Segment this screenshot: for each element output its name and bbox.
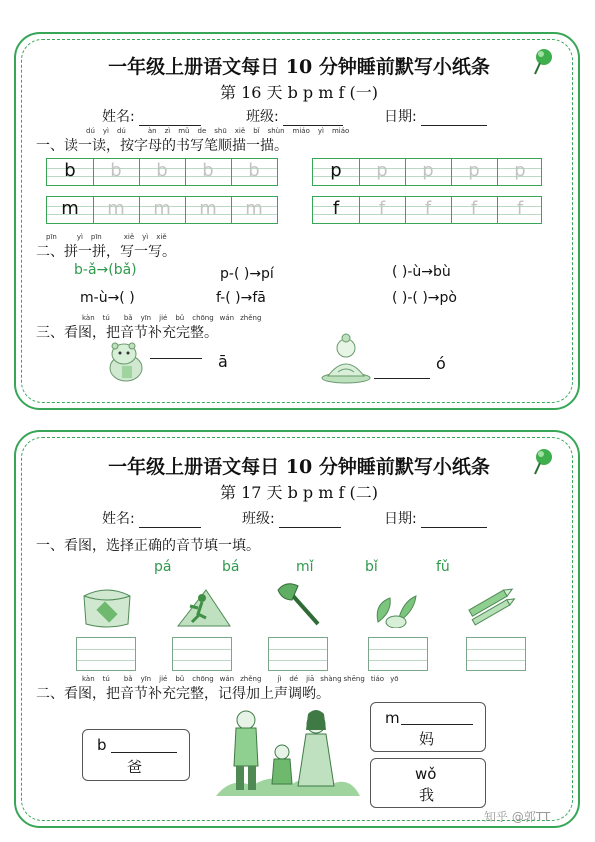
- frame-pinyin: wǒ: [415, 765, 437, 783]
- letter-trace: p: [514, 160, 526, 181]
- card-title: 一年级上册语文每日 10 分钟睡前默写小纸条: [108, 56, 490, 78]
- spelling-item[interactable]: m-ù→( ): [80, 290, 135, 306]
- letter-trace: p: [376, 160, 388, 181]
- letter-trace: b: [202, 160, 214, 181]
- syllable-answer-box[interactable]: [268, 637, 328, 671]
- letter-trace: p: [422, 160, 434, 181]
- date-blank[interactable]: [421, 513, 487, 528]
- syllable-option: bǐ: [365, 559, 378, 575]
- letter-trace: m: [153, 198, 171, 219]
- vowel-answer: ā: [218, 352, 228, 371]
- card-title: 一年级上册语文每日 10 分钟睡前默写小纸条: [108, 456, 490, 478]
- section1-instruction: 一、看图，选择正确的音节填一填。: [36, 538, 260, 554]
- answer-blank[interactable]: [150, 358, 202, 359]
- frame-pinyin: m: [385, 709, 400, 727]
- letter-main: m: [61, 198, 79, 219]
- letter-trace: f: [470, 198, 478, 219]
- syllable-answer-box[interactable]: [76, 637, 136, 671]
- name-blank[interactable]: [139, 513, 201, 528]
- class-blank[interactable]: [283, 111, 343, 126]
- syllable-option: mǐ: [296, 559, 314, 575]
- letter-trace: b: [156, 160, 168, 181]
- word-frame-wo[interactable]: [370, 758, 486, 808]
- letter-trace: m: [107, 198, 125, 219]
- pulling-radish-icon: [368, 582, 424, 628]
- pencil-icon: [462, 584, 522, 626]
- climbing-person-icon: [176, 582, 232, 628]
- syllable-answer-box[interactable]: [172, 637, 232, 671]
- section2-instruction: 二、拼一拼，写一写。: [36, 244, 176, 260]
- syllable-option: fǔ: [436, 559, 450, 575]
- letter-trace: f: [424, 198, 432, 219]
- spelling-item[interactable]: ( )-( )→pò: [392, 290, 457, 306]
- letter-trace: f: [516, 198, 524, 219]
- axe-icon: [272, 580, 328, 628]
- letter-trace: m: [199, 198, 217, 219]
- card-subtitle: 第 16 天 b p m f (一): [219, 83, 379, 102]
- class-label: 班级:: [246, 109, 279, 125]
- letter-main: f: [332, 198, 340, 219]
- syllable-option: bá: [222, 559, 240, 575]
- date-label: 日期:: [384, 511, 417, 527]
- frame-blank[interactable]: [401, 724, 473, 725]
- hippo-icon: [104, 340, 146, 384]
- worksheet-card-day17: [14, 430, 580, 828]
- date-label: 日期:: [384, 109, 417, 125]
- letter-trace: b: [110, 160, 122, 181]
- frame-char: 妈: [419, 730, 435, 748]
- vowel-answer: ó: [436, 354, 446, 373]
- section3-instruction: 三、看图，把音节补充完整。: [36, 325, 218, 341]
- spelling-item[interactable]: p-( )→pí: [220, 266, 274, 282]
- spelling-item[interactable]: ( )-ù→bù: [392, 264, 451, 280]
- letter-trace: f: [378, 198, 386, 219]
- worksheet-card-day16: [14, 32, 580, 410]
- date-blank[interactable]: [421, 111, 487, 126]
- pushpin-icon: [532, 446, 556, 476]
- word-frame-ba[interactable]: [82, 729, 190, 781]
- buddha-icon: [320, 332, 372, 384]
- answer-blank[interactable]: [374, 378, 430, 379]
- syllable-option: pá: [154, 559, 172, 575]
- section1-pinyin: dú yì dú àn zì mǔ de shū xiě bǐ shùn miáo yì miáo: [86, 127, 350, 135]
- date-field[interactable]: [384, 508, 487, 528]
- frame-char: 爸: [127, 758, 143, 776]
- family-icon: [212, 706, 362, 804]
- example-spelling: b-ǎ→(bǎ): [74, 262, 137, 278]
- letter-trace: p: [468, 160, 480, 181]
- card-subtitle: 第 17 天 b p m f (二): [219, 483, 379, 502]
- name-blank[interactable]: [139, 111, 201, 126]
- section1-instruction: 一、读一读，按字母的书写笔顺描一描。: [36, 138, 288, 154]
- name-field[interactable]: [102, 508, 201, 528]
- word-frame-ma[interactable]: [370, 702, 486, 752]
- name-label: 姓名:: [102, 511, 135, 527]
- class-field[interactable]: [242, 508, 341, 528]
- letter-main: p: [330, 160, 342, 181]
- class-field[interactable]: [246, 106, 343, 126]
- section2-pinyin: kàn tú bǎ yīn jié bǔ chōng wán zhěng jì dé jiā shàng shēng tiáo yō: [82, 675, 399, 683]
- frame-blank[interactable]: [111, 752, 177, 753]
- name-label: 姓名:: [102, 109, 135, 125]
- watermark: 知乎 @郭TT: [484, 810, 551, 824]
- section2-pinyin: pīn yì pīn xiě yì xiě: [46, 233, 167, 241]
- date-field[interactable]: [384, 106, 487, 126]
- class-label: 班级:: [242, 511, 275, 527]
- section3-pinyin: kàn tú bǎ yīn jié bǔ chōng wán zhěng: [82, 314, 262, 322]
- spelling-item[interactable]: f-( )→fā: [216, 290, 266, 306]
- writing-grid-m[interactable]: [46, 196, 278, 224]
- rice-sack-icon: [78, 582, 136, 628]
- letter-trace: b: [248, 160, 260, 181]
- frame-pinyin: b: [97, 736, 107, 754]
- writing-grid-f[interactable]: [312, 196, 542, 224]
- writing-grid-b[interactable]: [46, 158, 278, 186]
- writing-grid-p[interactable]: [312, 158, 542, 186]
- name-field[interactable]: [102, 106, 201, 126]
- frame-char: 我: [419, 786, 435, 804]
- syllable-answer-box[interactable]: [466, 637, 526, 671]
- section2-instruction: 二、看图，把音节补充完整，记得加上声调哟。: [36, 686, 330, 702]
- letter-main: b: [64, 160, 76, 181]
- letter-trace: m: [245, 198, 263, 219]
- syllable-answer-box[interactable]: [368, 637, 428, 671]
- pushpin-icon: [532, 46, 556, 76]
- class-blank[interactable]: [279, 513, 341, 528]
